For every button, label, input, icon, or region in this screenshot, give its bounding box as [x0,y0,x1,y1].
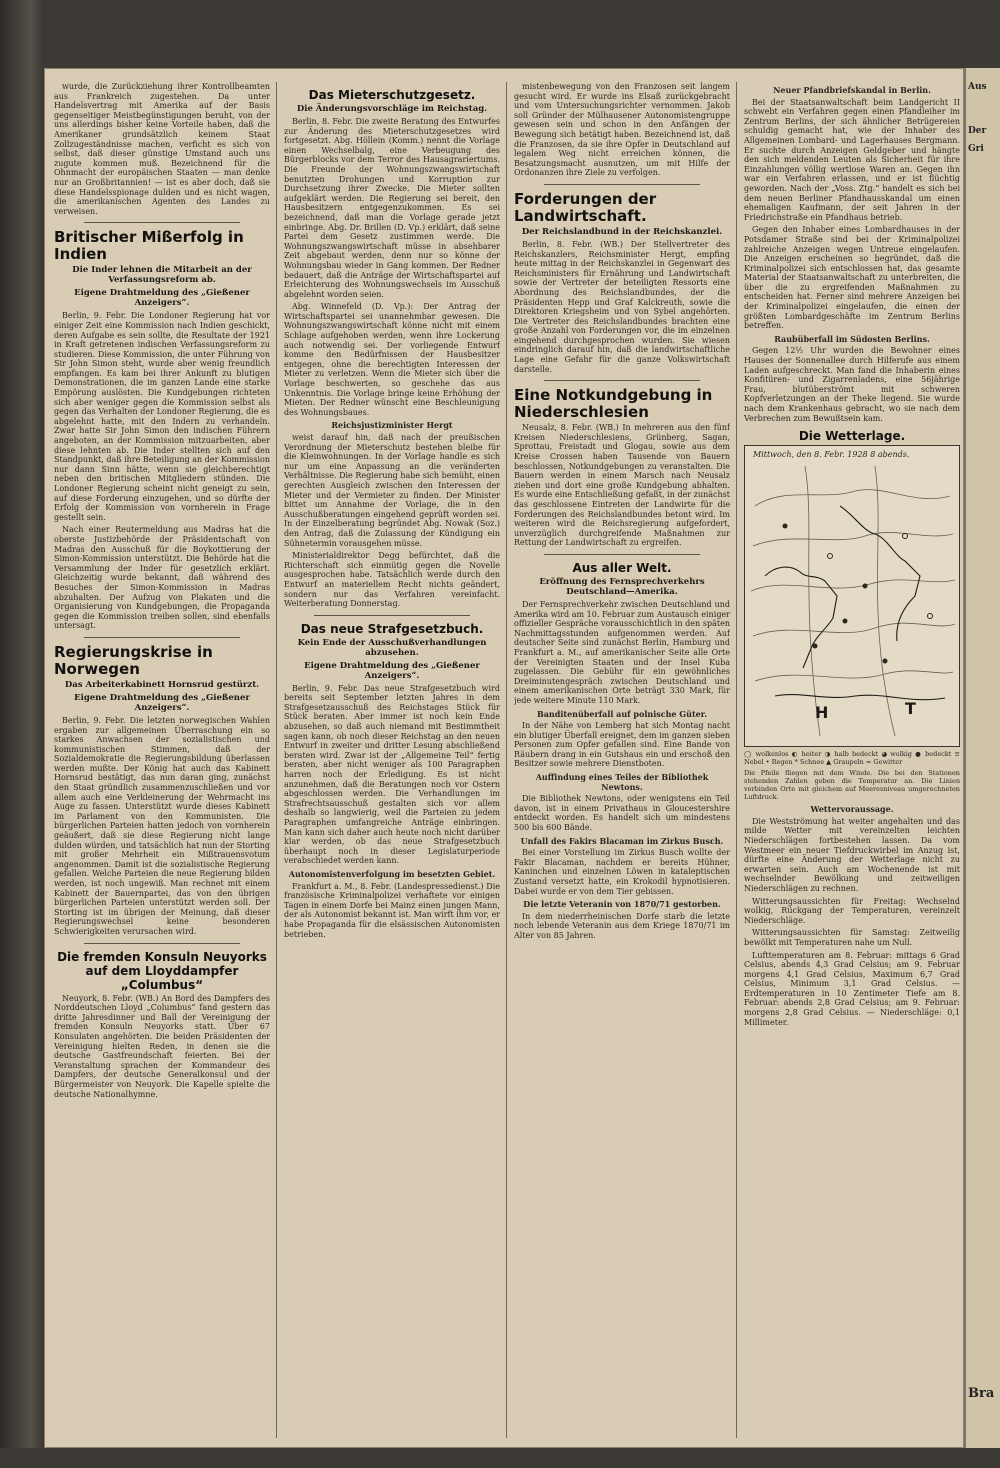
article-paragraph: Berlin, 8. Febr. (WB.) Der Stellvertreter des Reichskanzlers, Reichsminister Hergt, empfing heute mittag in der Reichskanzlei in Gegenwart des Reichsministers für Ernährung und Landwirtschaft sowie der Vertreter der beteiligten Ressorts eine Abordnung des Reichslandbundes, der die Präsidenten Hepp und Graf Kalckreuth, sowie die Direktoren Kriegsheim und von Sybel angehörten. Die Vertreter des Reichslandbundes brachten eine große Anzahl von Forderungen vor, die im einzelnen eingehend durchgesprochen wurden. Sie wiesen eindringlich darauf hin, daß die landwirtschaftliche Lage eine Gefahr für die ganze Volkswirtschaft darstelle. [514,239,730,374]
low-pressure-label: T [905,699,916,719]
article-headline: Aus aller Welt. [572,560,672,575]
news-item-title: Wettervoraussage. [810,804,894,815]
article-subheadline: Der Reichslandbund in der Reichskanzlei. [521,226,723,237]
article-separator [544,380,700,381]
article-separator [544,554,700,555]
article-paragraph: Nach einer Reutermeldung aus Madras hat die oberste Justizbehörde der Präsidentschaft von Madras den Ausschuß für die Boykottierung der Simon-Kommission unterstützt. Die Behörde hat die Versammlung der Inder für gesetzlich erklärt. Gleichzeitig wurde bekannt, daß während des Besuches der Simon-Kommission in Madras abzuhalten. Der Aufzug von Plakaten und die Organisierung von Kundgebungen, die Propaganda gegen die Kommission treiben sollen, sind ebenfalls untersagt. [54,525,270,631]
article-headline: Das Mieterschutzgesetz. [308,88,476,102]
news-item-title: Die letzte Veteranin von 1870/71 gestorben. [523,899,721,910]
article-paragraph: Bei einer Vorstellung im Zirkus Busch wollte der Fakir Blacaman, nachdem er bereits Hühner, Kaninchen und einzelnen Löwen in kataleptischen Zustand versetzt hatte, ein Krokodil hypnotisieren. Dabei wurde er von dem Tier gebissen. [514,848,730,896]
weather-map-caption: Die Pfeile fliegen mit dem Winde. Die bei den Stationen stehenden Zahlen geben die Temperatur an. Die Linien verbinden Orte mit gleichem auf Meeresniveau umgerechneten Luftdruck. [744,769,960,802]
weather-map-legend: ◯ wolkenlos ◐ heiter ◑ halb bedeckt ◕ wolkig ● bedeckt ≡ Nebel • Regen * Schnee ▲ Graupeln ≈ Gewitter [744,750,960,767]
article-paragraph: Die Westströmung hat weiter angehalten und das milde Wetter mit vereinzelten leichten Niederschlägen fortbestehen lassen. Da vom Westmeer ein neuer Tiefdruckwirbel im Anzug ist, dürfte eine Änderung der Wetterlage nicht zu erwarten sein. Auch am Wochenende ist mit wechselnder Bewölkung und zeitweiligen Niederschlägen zu rechnen. [744,816,960,893]
article-subheadline: Eigene Drahtmeldung des „Gießener Anzeigers“. [304,660,480,681]
scan-bottom-margin [0,1448,1000,1468]
high-pressure-label: H [815,703,829,723]
article-headline: Regierungskrise in Norwegen [54,642,213,678]
news-item-title: Reichsjustizminister Hergt [331,420,453,431]
adjacent-page-fragment: Gri [968,144,984,154]
article-separator [84,637,240,638]
article-subheadline: Die Inder lehnen die Mitarbeit an der Verfassungsreform ab. [72,265,252,286]
article-headline: Eine Notkundgebung in Niederschlesien [514,386,713,422]
news-item-title: Raubüberfall im Südosten Berlins. [774,333,930,344]
article-headline: Die fremden Konsuln Neuyorks auf dem Lloyddampfer „Columbus“ [57,949,267,992]
article-paragraph: Bei der Staatsanwaltschaft beim Landgericht II schwebt ein Verfahren gegen einen Pfandleiher im Zentrum Berlins, der sich ähnlicher Betrügereien schuldig gemacht hat, wie der Inhaber des Allgemeinen Lombard- und Lagerhauses Bergmann. Er suchte durch Anzeigen Geldgeber und hängte den sich meldenden Leuten als Sicherheit für ihre Einzahlungen völlig wertlose Waren an. Gegen ihn war ein Verfahren erlassen, und er ist flüchtig geworden. Nach der „Voss. Ztg.“ handelt es sich bei dem neuen Berliner Pfandhausskandal um einen ehemaligen Kaufmann, der seit Jahren in der Friedrichstraße ein Pfandhaus betrieb. [744,97,960,222]
column-1 [54,82,270,1438]
article-paragraph: mistenbewegung von den Franzosen seit langem gesucht wird. Er wurde ins Elsaß zurückgebracht und vom Untersuchungsrichter vernommen. Jakob soll Gründer der Mülhausener Autonomistengruppe gewesen sein und schon in den Anfängen der Bewegung sich betätigt haben. Bezeichnend ist, daß die Franzosen, da sie ihre Opfer in Deutschland auf legalem Weg nicht erreichen können, die Besatzungsmacht ausnutzen, um mit Hilfe der Ordonanzen ihre Ziele zu verfolgen. [514,82,730,178]
column-3 [514,82,730,1438]
article-subheadline: Eigene Drahtmeldung des „Gießener Anzeigers“. [74,692,250,713]
column-divider [736,82,737,1438]
adjacent-page-edge [964,68,1000,1448]
scan-top-margin [0,0,1000,68]
article-paragraph: Der Fernsprechverkehr zwischen Deutschland und Amerika wird am 10. Februar zum Austausch einiger offizieller Gespräche vorausschichtlich in den späten Nachmittagsstunden aufgenommen werden. Auf deutscher Seite sind zunächst Berlin, Hamburg und Frankfurt a. M., auf amerikanischer Seite alle Orte der Vereinigten Staaten und der Insel Kuba zugelassen. Die Gebühr für ein gewöhnliches Dreiminutengespräch zwischen Deutschland und einem amerikanischen Orte beträgt 330 Mark, für jede weitere Minute 110 Mark. [514,599,730,705]
article-subheadline: Die Änderungsvorschläge im Reichstag. [296,104,488,114]
article-paragraph: Frankfurt a. M., 8. Febr. (Landespressedienst.) Die französische Kriminalpolizei verhaftete vor einigen Tagen in einem Dorfe bei Mainz einen jungen Mann, der als Autonomist bekannt ist. Man wirft ihm vor, er habe Propaganda für die elsässischen Autonomisten betrieben. [284,881,500,939]
weather-section-title: Die Wetterlage. [798,429,906,444]
article-separator [84,222,240,223]
article-paragraph: Berlin, 9. Febr. Die Londoner Regierung hat vor einiger Zeit eine Kommission nach Indien geschickt, deren Aufgabe es sein sollte, die Resultate der 1921 in Kraft getretenen indischen Verfassungsreform zu studieren. Diese Kommission, die unter Führung von Sir John Simon steht, wurde aber wenig freundlich empfangen. Es kam bei ihrer Ankunft zu blutigen Demonstrationen, die im ganzen Lande eine starke Empörung auslösten. Die Kundgebungen richteten sich aber weniger gegen die Kommission selbst als gegen das Verhalten der Londoner Regierung, die es abgelehnt hatte, mit den Indern zu verhandeln. Zwar hatte Sir John Simon den indischen Führern angeboten, an der Kommission mitzuarbeiten, aber diese lehnten ab. Die Inder stellten sich auf den Standpunkt, daß ihre Beteiligung an der Kommission nur dann Sinn hätte, wenn sie gleichberechtigt neben den britischen Mitgliedern stünden. Die Londoner Regierung scheint nicht geneigt zu sein, auf diese Forderung einzugehen, und so dürfte der Erfolg der Kommission von vornherein in Frage gestellt sein. [54,311,270,522]
article-paragraph: Witterungsaussichten für Freitag: Wechselnd wolkig, Rückgang der Temperaturen, vereinzelt Niederschläge. [744,896,960,925]
article-paragraph: In der Nähe von Lemberg hat sich Montag nacht ein blutiger Überfall ereignet, dem im ganzen sieben Personen zum Opfer gefallen sind. Eine Bande von Räubern drang in ein Gutshaus ein und erschoß den Besitzer sowie mehrere Dienstboten. [514,721,730,769]
article-paragraph: Berlin, 9. Febr. Die letzten norwegischen Wahlen ergaben zur allgemeinen Überraschung ein so starkes Anwachsen der sozialistischen und kommunistischen Stimmen, daß der Sozialdemokratie die Regierungsbildung überlassen werden mußte. Der König hat auch das Kabinett Hornsrud bestätigt, das nun daran ging, zunächst den Staat gründlich zusammenzuschließen und vor allem auch eine Verkleinerung der Wehrmacht ins Auge zu fassen. Unterstützt wurde dieses Kabinett im Parlament von den Kommunisten. Die bürgerlichen Parteien hatten jedoch von vornherein geäußert, daß sie diese Regierung nicht lange dulden würden, und tatsächlich hat nun der Storting mit großer Mehrheit ein Mißtrauensvotum angenommen. Damit ist die sozialistische Regierung gefallen. Welche Parteien die neue Regierung bilden werden, ist noch ungewiß. Man rechnet mit einem Kabinett der Bauernpartei, das von den übrigen bürgerlichen Parteien unterstützt werden soll. Der Storting ist im übrigen der Meinung, daß dieser Regierungswechsel keine besonderen Schwierigkeiten verursachen wird. [54,715,270,936]
article-paragraph: In dem niederrheinischen Dorfe starb die letzte noch lebende Veteranin aus dem Kriege 1870/71 im Alter von 85 Jahren. [514,911,730,940]
article-subheadline: Kein Ende der Ausschußverhandlungen abzusehen. [297,637,487,658]
weather-section [744,429,960,801]
article-paragraph: wurde, die Zurückziehung ihrer Kontrollbeamten aus Frankreich zugestehen. Da unter Handelsvertrag mit Amerika auf der Basis gegenseitiger Meistbegünstigungen beruht, von der uns allerdings bisher keine Vorteile haben, daß die Amerikaner grundsätzlich keinem Staat Zollzugeständnisse machen, verficht es sich von selbst, daß dieser günstige Umstand auch uns zugute kommen muß. Bezeichnend für die Ohnmacht der europäischen Staaten — man denke nur an Großbritannien! — ist es aber doch, daß sie diese Handelsspionage dulden und es nicht wagen, die amerikanischen Agenten des Landes zu verweisen. [54,82,270,216]
article-paragraph: Ministerialdirektor Degg befürchtet, daß die Richterschaft sich einmütig gegen die Novelle ausgesprochen habe. Tatsächlich werde durch den Entwurf an materiellem Recht nichts geändert, sondern nur das Verfahren vereinfacht. Weiterberatung Donnerstag. [284,551,500,609]
article-paragraph: weist darauf hin, daß nach der preußischen Verordnung der Mieterschutz bestehen bleibe für die Kleinwohnungen. In der Vorlage handle es sich nur um eine Anpassung an die veränderten Verhältnisse. Die Regierung habe sich bemüht, einen gerechten Ausgleich zwischen den Interessen der Mieter und der Vermieter zu finden. Der Minister bittet um Annahme der Vorlage, die in den Ausschußberatungen eingehend geprüft worden sei. In der Einzelberatung begründet Abg. Nowak (Soz.) den Antrag, daß die Zulassung der Kündigung ein Sühnetermin vorausgehen müsse. [284,433,500,548]
column-2 [284,82,500,1438]
article-paragraph: Berlin, 8. Febr. Die zweite Beratung des Entwurfes zur Änderung des Mieterschutzgesetzes wird fortgesetzt. Abg. Höllein (Komm.) nennt die Vorlage einen Wechselbalg, eine Verbeugung des Bürgerblocks vor dem Terror des Hausagrariertums. Die Freunde der Wohnungszwangswirtschaft benutzten Drohungen und Korruption zur Durchsetzung ihrer Zwecke. Die Mieter sollten aufgeklärt werden. Die Regierung sei bereit, den Hausbesitzern entgegenzukommen. Es sei bezeichnend, daß man die Vorlage gerade jetzt einbringe. Abg. Dr. Brillen (D. Vp.) erklärt, daß seine Partei dem Gesetz zustimmen werde. Die Wohnungszwangswirtschaft müsse in absehbarer Zeit abgebaut werden, denn nur so könne der Wohnungsbau wieder in Gang kommen. Der Redner bedauert, daß die Anträge der Wirtschaftspartei auf Erleichterung des Wohnungswechsels im Ausschuß abgelehnt worden seien. [284,117,500,299]
article-paragraph: Neusalz, 8. Febr. (WB.) In mehreren aus den fünf Kreisen Niederschlesiens, Grünberg, Sagan, Sprottau, Freistadt und Glogau, sowie aus dem Kreise Crossen haben Tausende von Bauern beschlossen, Notkundgebungen zu veranstalten. Die Bauern werden in einem Marsch nach Neusalz ziehen und dort eine große Kundgebung abhalten. Es wurde eine Entschließung gefaßt, in der zunächst das geschlossene Eintreten der Landwirte für die Forderungen des Reichslandbundes betont wird. Im weiteren wird die Reichsregierung aufgefordert, unverzüglich durchgreifende Maßnahmen zur Rettung der Landwirtschaft zu ergreifen. [514,423,730,548]
news-item-title: Autonomistenverfolgung im besetzten Gebiet. [288,868,496,879]
adjacent-page-fragment: Aus [968,82,987,92]
article-headline: Britischer Mißerfolg in Indien [54,228,244,264]
weather-map-date: Mittwoch, den 8. Febr. 1928 8 abends. [753,450,910,460]
article-separator [544,184,700,185]
column-4 [744,82,960,1438]
article-subheadline: Eigene Drahtmeldung des „Gießener Anzeigers“. [74,288,250,309]
news-item-title: Unfall des Fakirs Blacaman im Zirkus Busch. [520,835,724,846]
news-item-title: Banditenüberfall auf polnische Güter. [536,708,707,719]
article-separator [314,615,470,616]
article-paragraph: Abg. Winnefeld (D. Vp.): Der Antrag der Wirtschaftspartei sei unannehmbar gewesen. Die Wohnungszwangswirtschaft könne nicht mit einem Schlage aufgehoben werden, wenn ihre Lockerung auch notwendig sei. Der vorliegende Entwurf komme den Bedürfnissen der Hausbesitzer entgegen, ohne die berechtigten Interessen der Mieter zu verletzen. Wenn die Mieter sich über die Vorlage beschwerten, so geschehe das aus Unkenntnis. Die Vorlage bringe keine Erhöhung der Mieten. Der Redner wünscht eine Beschleunigung des Wohnungsbaues. [284,302,500,417]
article-paragraph: Neuyork, 8. Febr. (WB.) An Bord des Dampfers des Norddeutschen Lloyd „Columbus“ fand gestern das dritte Jahresdinner und Ball der Vereinigung der fremden Konsuln Neuyorks statt. Über 67 Konsulaten angehörten. Die beiden Präsidenten der Vereinigung hielten Reden, in denen sie die deutsche Gastfreundschaft feierten. Bei der Veranstaltung sprachen der Kommandeur des Dampfers, der deutsche Generalkonsul und der Bürgermeister von Neuyork. Die Kapelle spielte die deutsche Nationalhymne. [54,993,270,1099]
column-divider [276,82,277,1438]
news-item-title: Auffindung eines Teiles der Bibliothek Newtons. [535,772,709,792]
adjacent-page-fragment: Bra [968,1386,995,1401]
column-divider [506,82,507,1438]
article-paragraph: Witterungsaussichten für Samstag: Zeitweilig bewölkt mit Temperaturen nahe um Null. [744,928,960,947]
article-headline: Das neue Strafgesetzbuch. [300,621,484,636]
news-item-title: Neuer Pfandbriefskandal in Berlin. [773,85,931,95]
newspaper-page [44,68,964,1448]
article-subheadline: Eröffnung des Fernsprechverkehrs Deutschland—Amerika. [539,576,705,597]
article-headline: Forderungen der Landwirtschaft. [514,189,657,225]
article-subheadline: Das Arbeiterkabinett Hornsrud gestürzt. [64,679,260,690]
weather-map [744,445,960,747]
book-binding [0,0,44,1468]
article-paragraph: Gegen den Inhaber eines Lombardhauses in der Potsdamer Straße sind bei der Kriminalpolizei zahlreiche Anzeigen wegen Untreue eingelaufen. Die Anzeigen erscheinen so begründet, daß die Kriminalpolizei sich entschlossen hat, das gesamte Material der Staatsanwaltschaft zu unterbreiten, die über die zu ergreifenden Maßnahmen zu entscheiden hat. Ferner sind mehrere Anzeigen bei der Kriminalpolizei eingelaufen, die einen der größten Lombardgeschäfte im Zentrum Berlins betreffen. [744,225,960,331]
weather-map-drawing [745,446,959,746]
article-paragraph: Die Bibliothek Newtons, oder wenigstens ein Teil davon, ist in einem Privathaus in Gloucestershire entdeckt worden. Es handelt sich um mindestens 500 bis 600 Bände. [514,794,730,833]
article-paragraph: Lufttemperaturen am 8. Februar: mittags 6 Grad Celsius, abends 4,3 Grad Celsius; am 9. Februar morgens 4,1 Grad Celsius, Maximum 6,7 Grad Celsius, Minimum 3,1 Grad Celsius. — Erdtemperaturen in 10 Zentimeter Tiefe am 8. Februar: abends 2,8 Grad Celsius; am 9. Februar: morgens 2,8 Grad Celsius. — Niederschläge: 0,1 Millimeter. [744,950,960,1027]
article-separator [84,943,240,944]
article-paragraph: Berlin, 9. Febr. Das neue Strafgesetzbuch wird bereits seit September letzten Jahres in dem Strafgesetzausschuß des Reichstages Stück für Stück beraten. Aber immer ist noch kein Ende abzusehen, so daß auch niemand mit Bestimmtheit sagen kann, ob noch dieser Reichstag an den neuen Entwurf in zweiter und dritter Lesung abschließend beraten wird. Zwar ist der „Allgemeine Teil“ fertig beraten, aber nicht weniger als 100 Paragraphen harren noch der Erledigung. Es ist nicht anzunehmen, daß die Beratungen noch vor Ostern abgeschlossen werden. Die Verhandlungen im Strafrechtsausschuß gestalten sich vor allem deshalb so langwierig, weil die Parteien zu jedem Paragraphen umfangreiche Anträge einbringen. Man kann sich daher auch heute noch nicht darüber klar werden, ob das neue Strafgesetzbuch überhaupt noch in dieser Legislaturperiode verabschiedet werden kann. [284,683,500,866]
adjacent-page-fragment: Der [968,126,987,136]
article-paragraph: Gegen 12½ Uhr wurden die Bewohner eines Hauses der Sonnenallee durch Hilferufe aus einem Laden aufgeschreckt. Man fand die Inhaberin eines Konfitüren- und Zigarrenladens, eine 56jährige Frau, blutüberströmt mit schweren Kopfverletzungen an der Theke liegend. Sie wurde nach dem Krankenhaus gebracht, wo sie nach dem Verbrechen zum Bewußtsein kam. [744,346,960,423]
